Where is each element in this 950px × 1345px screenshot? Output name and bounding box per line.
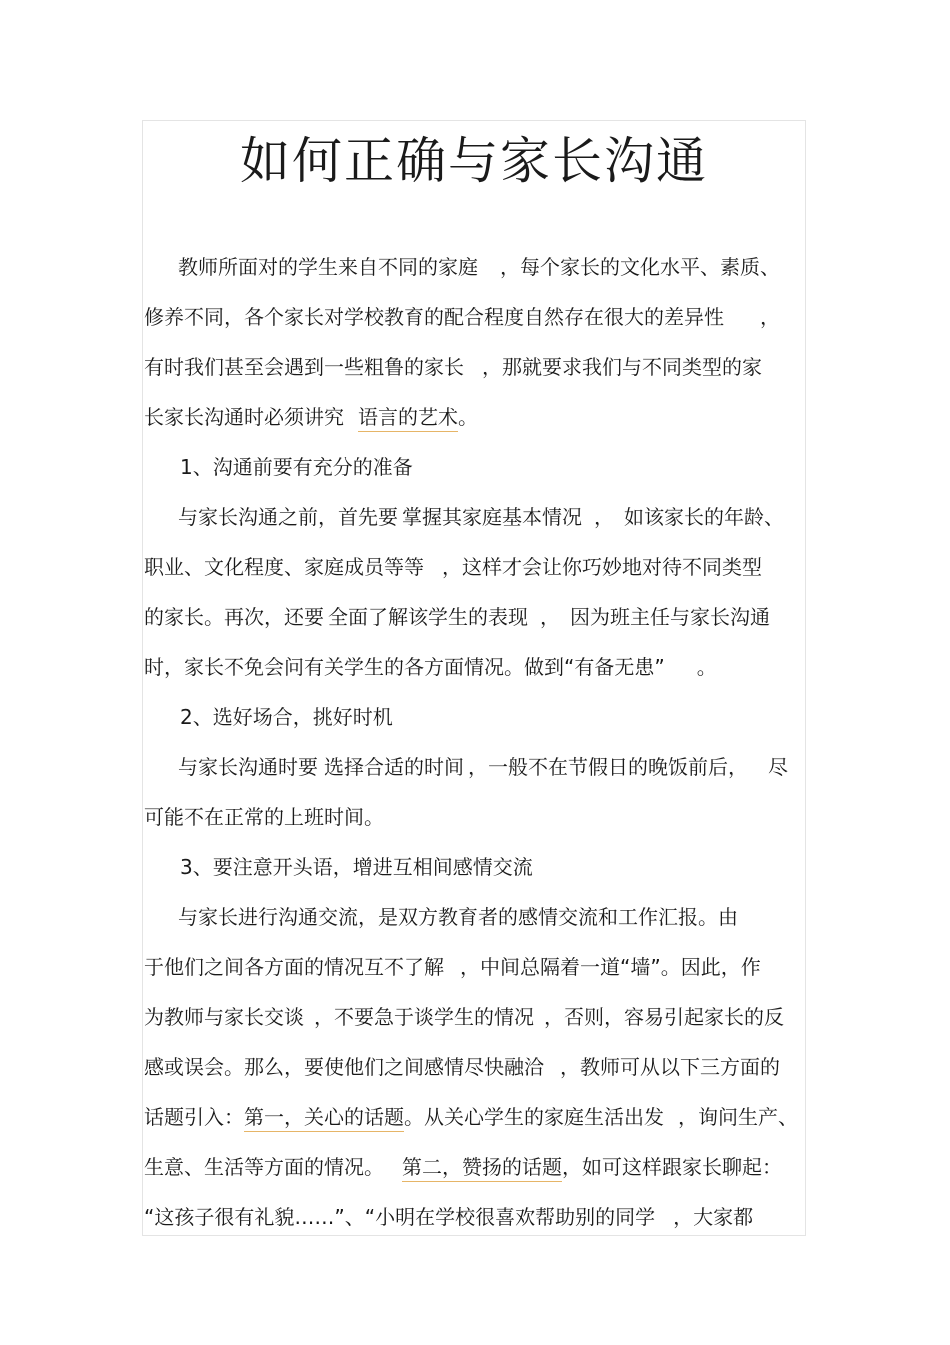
- document-title: 如何正确与家长沟通: [240, 132, 708, 190]
- text-segment: 与家长沟通之前，首先要: [178, 505, 398, 529]
- text-segment: ，: [594, 505, 614, 529]
- text-segment: 如该家长的年龄、: [624, 505, 784, 529]
- paragraph-line: [144, 592, 808, 642]
- text-segment: 感或误会。那么，要使他们之间感情尽快融洽: [144, 1055, 544, 1079]
- highlighted-phrase: 语言的艺术: [358, 405, 458, 432]
- paragraph-line: [144, 792, 808, 842]
- text-segment: ，那就要求我们与不同类型的家: [482, 355, 762, 379]
- text-segment: ，询问生产、: [678, 1105, 798, 1129]
- text-segment: “这孩子很有礼貌……”、“小明在学校很喜欢帮助别的同学: [144, 1205, 656, 1229]
- text-segment: 长家长沟通时必须讲究: [144, 405, 344, 429]
- highlighted-phrase: 第二，赞扬的话题: [402, 1155, 562, 1182]
- text-segment: 。从关心学生的家庭生活出发: [404, 1105, 664, 1129]
- text-segment: 教师所面对的学生来自不同的家庭: [178, 255, 478, 279]
- paragraph-line: [144, 492, 808, 542]
- text-segment: 尽: [768, 755, 788, 779]
- text-segment: 修养不同，各个家长对学校教育的配合程度自然存在很大的差异性: [144, 305, 724, 329]
- text-segment: ，这样才会让你巧妙地对待不同类型: [442, 555, 762, 579]
- text-segment: 话题引入：: [144, 1105, 244, 1129]
- text-segment: 选择合适的时间: [324, 755, 464, 779]
- text-segment: ，中间总隔着一道“墙”。因此，作: [460, 955, 761, 979]
- section-heading: 3、要注意开头语，增进互相间感情交流: [180, 855, 533, 879]
- text-segment: ，一般不在节假日的晚饭前后，: [468, 755, 748, 779]
- text-segment: 职业、文化程度、家庭成员等等: [144, 555, 424, 579]
- text-segment: ，如可这样跟家长聊起：: [562, 1155, 782, 1179]
- paragraph-line: [144, 542, 808, 592]
- paragraph-line: [144, 242, 808, 292]
- section-heading: 1、沟通前要有充分的准备: [180, 455, 413, 479]
- text-segment: 与家长进行沟通交流，是双方教育者的感情交流和工作汇报。由: [178, 905, 738, 929]
- text-segment: ，否则，容易引起家长的反: [544, 1005, 784, 1029]
- text-segment: 为教师与家长交谈: [144, 1005, 304, 1029]
- paragraph-line: [144, 1092, 808, 1142]
- text-segment: 时，家长不免会问有关学生的各方面情况。做到“有备无患”: [144, 655, 665, 679]
- text-segment: 因为班主任与家长沟通: [570, 605, 770, 629]
- text-segment: 掌握其家庭基本情况: [402, 505, 582, 529]
- text-segment: ，: [760, 305, 780, 329]
- paragraph-line: [144, 742, 808, 792]
- paragraph-line: [144, 292, 808, 342]
- paragraph-line: [144, 1192, 808, 1242]
- text-segment: ，大家都: [673, 1205, 754, 1229]
- text-segment: 。: [696, 655, 717, 679]
- document-body: [144, 242, 808, 1242]
- paragraph-line: [144, 392, 808, 442]
- text-segment: 生意、生活等方面的情况。: [144, 1155, 384, 1179]
- text-segment: 可能不在正常的上班时间。: [144, 805, 384, 829]
- text-segment: 。: [458, 405, 478, 429]
- text-segment: 有时我们甚至会遇到一些粗鲁的家长: [144, 355, 464, 379]
- paragraph-line: [144, 942, 808, 992]
- paragraph-line: [144, 992, 808, 1042]
- text-segment: ，: [540, 605, 560, 629]
- paragraph-line: [144, 1142, 808, 1192]
- paragraph-line: [144, 892, 808, 942]
- text-segment: ，教师可从以下三方面的: [560, 1055, 780, 1079]
- text-segment: 于他们之间各方面的情况互不了解: [144, 955, 444, 979]
- text-segment: ，每个家长的文化水平、素质、: [500, 255, 780, 279]
- highlighted-phrase: 第一，关心的话题: [244, 1105, 404, 1132]
- paragraph-line: [144, 342, 808, 392]
- text-segment: 与家长沟通时要: [178, 755, 318, 779]
- paragraph-line: [144, 642, 808, 692]
- text-segment: 全面了解该学生的表现: [328, 605, 528, 629]
- text-segment: ，不要急于谈学生的情况: [314, 1005, 534, 1029]
- section-heading: 2、选好场合，挑好时机: [180, 705, 393, 729]
- text-segment: 的家长。再次，还要: [144, 605, 324, 629]
- paragraph-line: [144, 1042, 808, 1092]
